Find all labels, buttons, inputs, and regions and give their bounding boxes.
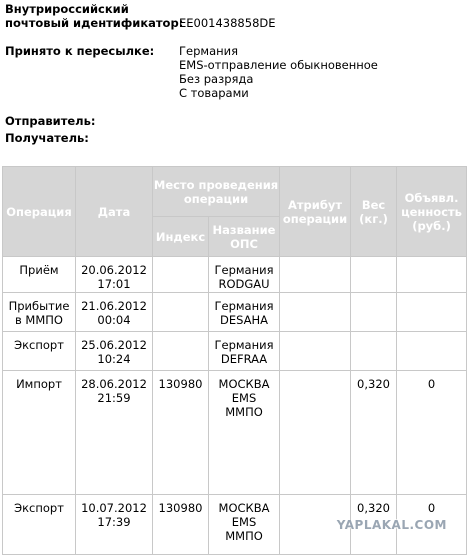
accepted-label: Принято к пересылке: [5,44,155,58]
accepted-details [179,44,378,100]
header-attribute: Атрибут операции [280,167,351,257]
cell-operation: Экспорт [3,495,76,555]
sender-label: Отправитель: [5,114,96,128]
cell-declared-value [397,332,467,371]
cell-date: 28.06.2012 21:59 [76,371,153,495]
accepted-country: Германия [179,44,239,58]
cell-operation: Приём [3,257,76,293]
cell-weight [351,257,397,293]
cell-index [153,257,209,293]
cell-index [153,293,209,332]
cell-declared-value: 0 [397,495,467,555]
table-row [3,257,467,293]
header-index: Индекс [153,217,209,257]
cell-date: 25.06.2012 10:24 [76,332,153,371]
cell-operation: Экспорт [3,332,76,371]
header-operation: Операция [3,167,76,257]
cell-ops-name: МОСКВА EMS ММПО [209,495,280,555]
cell-attribute [280,332,351,371]
header-ops-name: Название ОПС [209,217,280,257]
accepted-category: Без разряда [179,72,254,86]
cell-weight: 0,320 [351,495,397,555]
cell-attribute [280,371,351,495]
recipient-label: Получатель: [5,131,89,145]
cell-operation: Прибытие в ММПО [3,293,76,332]
cell-index: 130980 [153,371,209,495]
cell-weight: 0,320 [351,371,397,495]
cell-date: 10.07.2012 17:39 [76,495,153,555]
tracking-table [2,166,467,555]
table-row [3,332,467,371]
cell-ops-name: Германия DESAHA [209,293,280,332]
cell-weight [351,293,397,332]
cell-attribute [280,293,351,332]
table-row [3,371,467,495]
accepted-contents: С товарами [179,86,249,100]
cell-ops-name: МОСКВА EMS ММПО [209,371,280,495]
cell-declared-value [397,257,467,293]
header-place: Место проведения операции [153,167,280,217]
cell-declared-value: 0 [397,371,467,495]
tracking-id-value: EE001438858DE [179,16,276,30]
cell-ops-name: Германия DEFRAA [209,332,280,371]
cell-ops-name: Германия RODGAU [209,257,280,293]
cell-date: 20.06.2012 17:01 [76,257,153,293]
accepted-type: EMS-отправление обыкновенное [179,58,378,72]
tracking-id-label: Внутрироссийский почтовый идентификатор: [5,2,184,30]
cell-index: 130980 [153,495,209,555]
cell-date: 21.06.2012 00:04 [76,293,153,332]
cell-weight [351,332,397,371]
cell-declared-value [397,293,467,332]
cell-attribute [280,257,351,293]
table-row [3,293,467,332]
header-date: Дата [76,167,153,257]
watermark-logo: YAPLAKAL.COM [336,518,447,532]
cell-index [153,332,209,371]
cell-operation: Импорт [3,371,76,495]
header-weight: Вес (кг.) [351,167,397,257]
header-declared-value: Объявл. ценность (руб.) [397,167,467,257]
